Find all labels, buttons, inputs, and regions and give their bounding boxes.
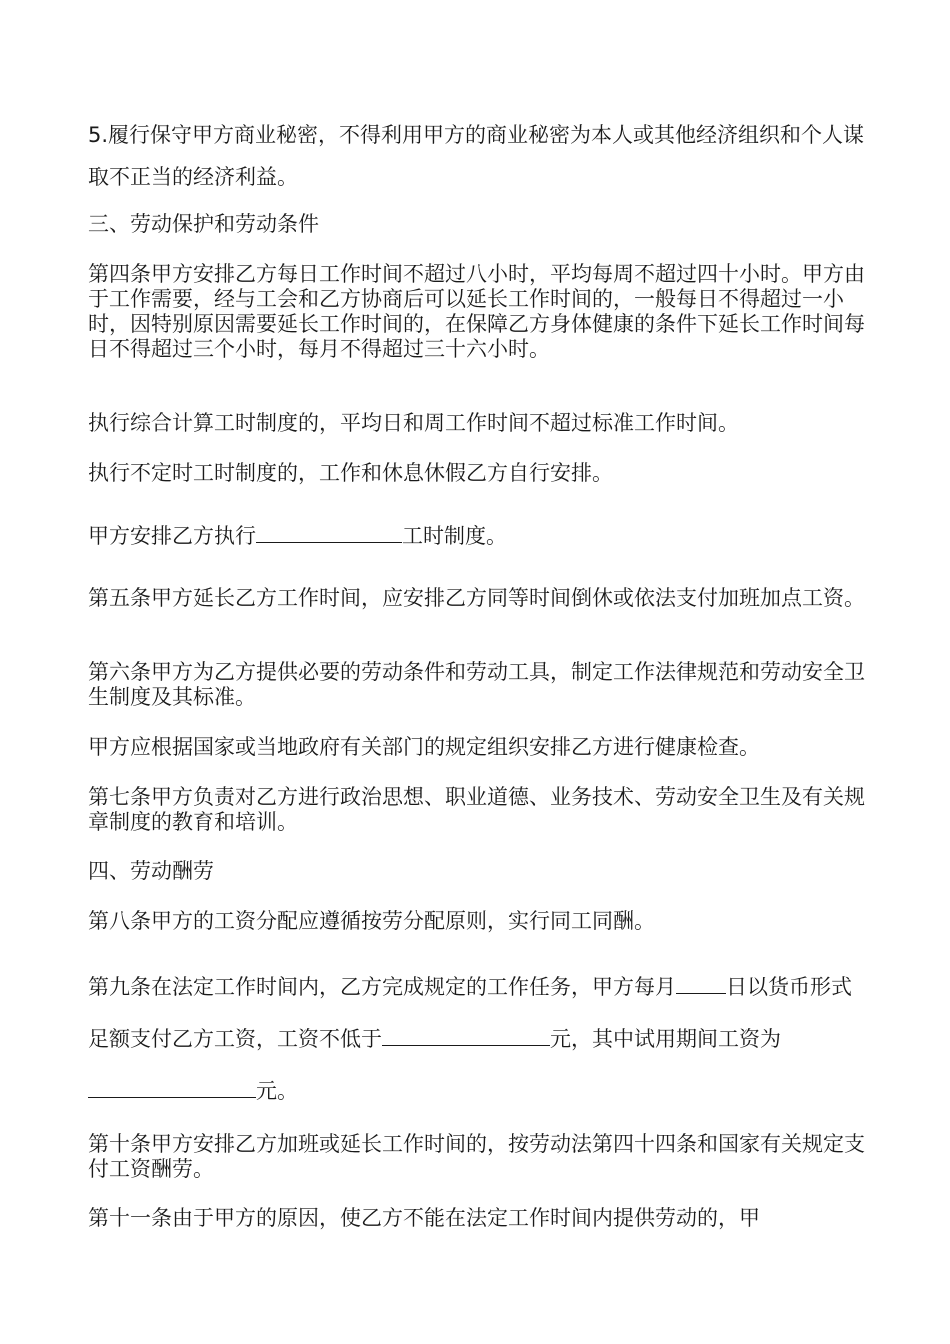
article-11-paragraph: 第十一条由于甲方的原因，使乙方不能在法定工作时间内提供劳动的，甲 (88, 1206, 760, 1230)
min-wage-blank[interactable] (382, 1025, 550, 1046)
health-check-paragraph: 甲方应根据国家或当地政府有关部门的规定组织安排乙方进行健康检查。 (88, 735, 760, 759)
work-system-blank[interactable] (256, 522, 402, 543)
section-4-heading: 四、劳动酬劳 (88, 859, 214, 883)
article-4-paragraph: 第四条甲方安排乙方每日工作时间不超过八小时，平均每周不超过四十小时。甲方由于工作需要，经与工会和乙方协商后可以延长工作时间的，一般每日不得超过一小时，因特别原因需要延长工作时间的，在保障乙方身体健康的条件下延长工作时间每日不得超过三个小时，每月不得超过三十六小时。 (88, 262, 865, 361)
article-10-paragraph: 第十条甲方安排乙方加班或延长工作时间的，按劳动法第四十四条和国家有关规定支付工资酬劳。 (88, 1132, 865, 1181)
section-3-heading: 三、劳动保护和劳动条件 (88, 212, 319, 236)
article-9-part-4: 元。 (256, 1079, 298, 1103)
article-9-part-1: 第九条在法定工作时间内，乙方完成规定的工作任务，甲方每月 (88, 975, 676, 999)
article-6-paragraph: 第六条甲方为乙方提供必要的劳动条件和劳动工具，制定工作法律规范和劳动安全卫生制度及其标准。 (88, 660, 865, 709)
work-system-text-before: 甲方安排乙方执行 (88, 524, 256, 548)
article-7-paragraph: 第七条甲方负责对乙方进行政治思想、职业道德、业务技术、劳动安全卫生及有关规章制度的教育和培训。 (88, 785, 865, 834)
comprehensive-hours-paragraph: 执行综合计算工时制度的，平均日和周工作时间不超过标准工作时间。 (88, 411, 739, 435)
pay-day-blank[interactable] (676, 973, 726, 994)
work-system-paragraph (88, 522, 866, 549)
article-9-part-2: 日以货币形式足额支付乙方工资，工资不低于 (88, 975, 852, 1051)
article-8-paragraph: 第八条甲方的工资分配应遵循按劳分配原则，实行同工同酬。 (88, 909, 655, 933)
work-system-text-after: 工时制度。 (402, 524, 507, 548)
article-9-paragraph (88, 961, 866, 1117)
article-9-part-3: 元，其中试用期间工资为 (550, 1027, 781, 1051)
article-5-paragraph: 第五条甲方延长乙方工作时间，应安排乙方同等时间倒休或依法支付加班加点工资。 (88, 586, 865, 610)
probation-wage-blank[interactable] (88, 1077, 256, 1098)
item-5-paragraph: 5.履行保守甲方商业秘密，不得利用甲方的商业秘密为本人或其他经济组织和个人谋取不正当的经济利益。 (88, 123, 865, 189)
flexible-hours-paragraph: 执行不定时工时制度的，工作和休息休假乙方自行安排。 (88, 461, 613, 485)
